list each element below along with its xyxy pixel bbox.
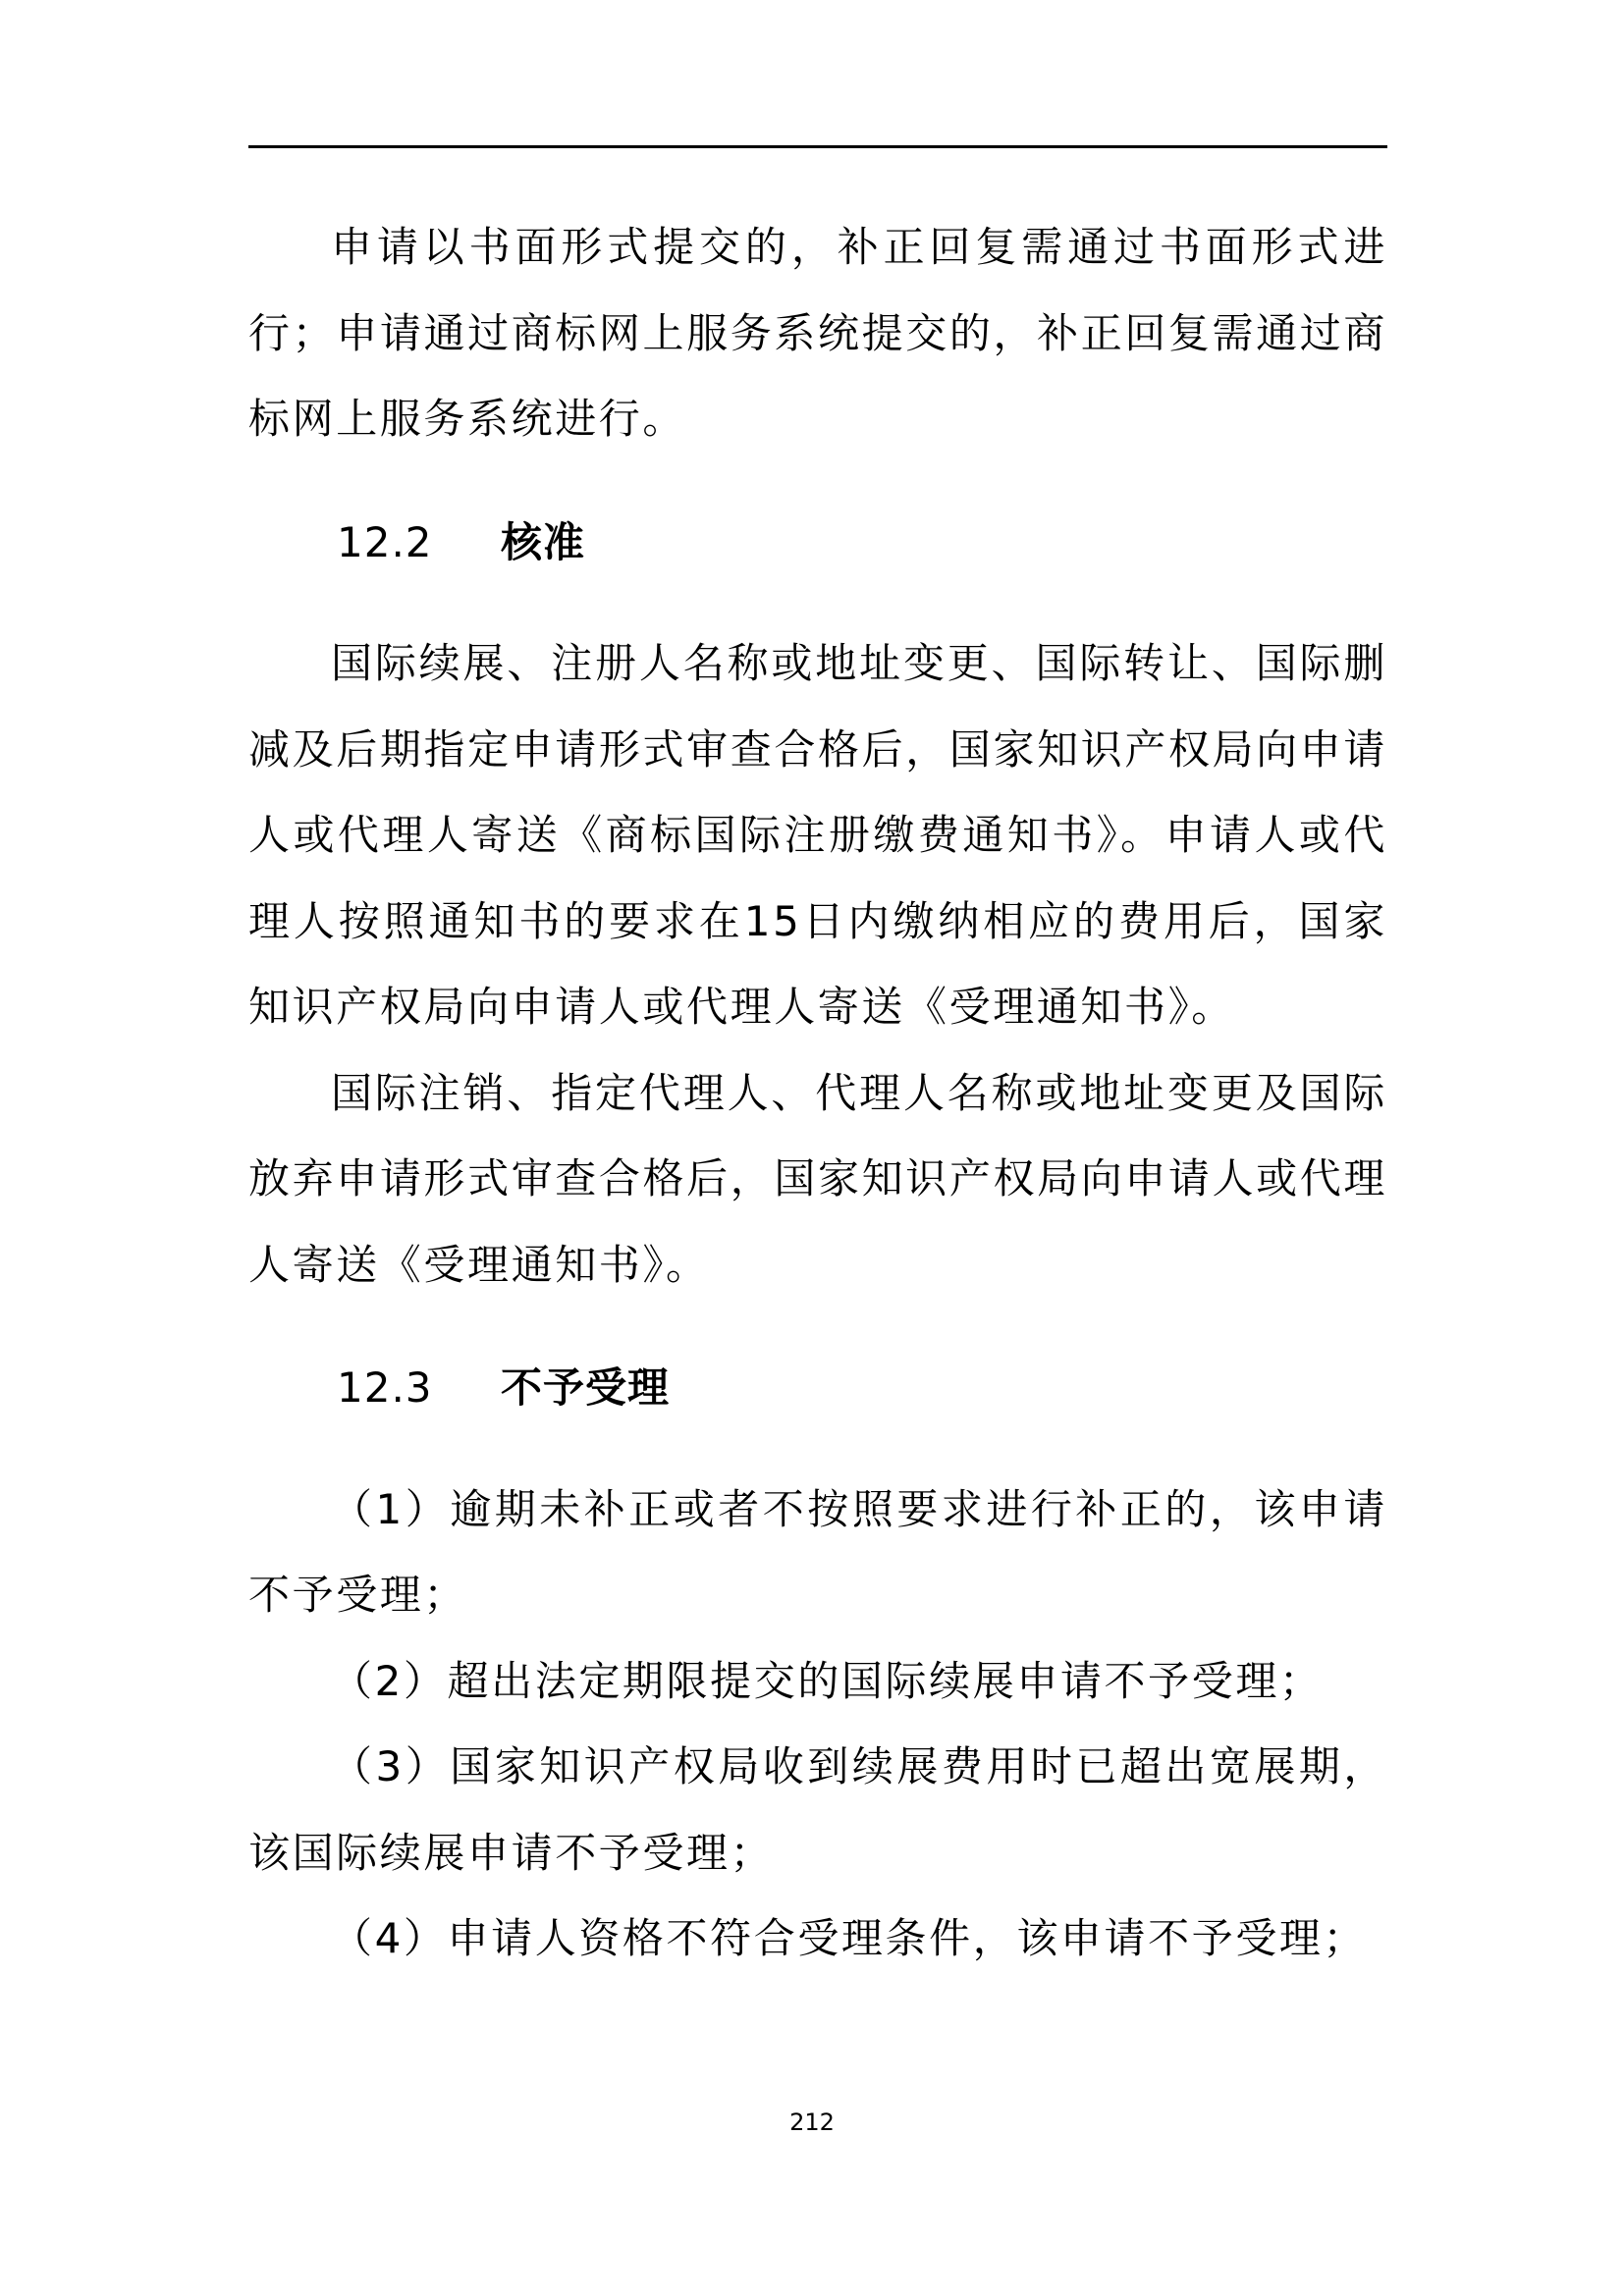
paragraph: 申请以书面形式提交的，补正回复需通过书面形式进行；申请通过商标网上服务系统提交的，补正回复需通过商标网上服务系统进行。 [248,223,1387,443]
header-rule [248,145,1387,148]
section-title: 不予受理 [501,1363,671,1412]
section-number: 12.2 [337,517,433,566]
spacer [248,462,1387,500]
section-heading-12-3 [248,1345,1387,1431]
page-body [248,204,1387,1982]
page-number: 212 [789,2109,835,2136]
section-title: 核准 [501,517,586,566]
list-item: （1）逾期未补正或者不按照要求进行补正的，该申请不予受理； [248,1484,1387,1619]
spacer [248,1431,1387,1467]
paragraph: 国际注销、指定代理人、代理人名称或地址变更及国际放弃申请形式审查合格后，国家知识产权局向申请人或代理人寄送《受理通知书》。 [248,1068,1387,1289]
list-item: （3）国家知识产权局收到续展费用时已超出宽展期，该国际续展申请不予受理； [248,1742,1387,1877]
paragraph: 国际续展、注册人名称或地址变更、国际转让、国际删减及后期指定申请形式审查合格后，国家知识产权局向申请人或代理人寄送《商标国际注册缴费通知书》。申请人或代理人按照通知书的要求在15日内缴纳相应的费用后，国家知识产权局向申请人或代理人寄送《受理通知书》。 [248,639,1387,1031]
list-item: （2）超出法定期限提交的国际续展申请不予受理； [331,1656,1324,1705]
section-number: 12.3 [337,1363,433,1412]
list-item: （4）申请人资格不符合受理条件，该申请不予受理； [331,1914,1368,1962]
spacer [248,1308,1387,1345]
spacer [248,585,1387,620]
section-heading-12-2 [248,500,1387,586]
